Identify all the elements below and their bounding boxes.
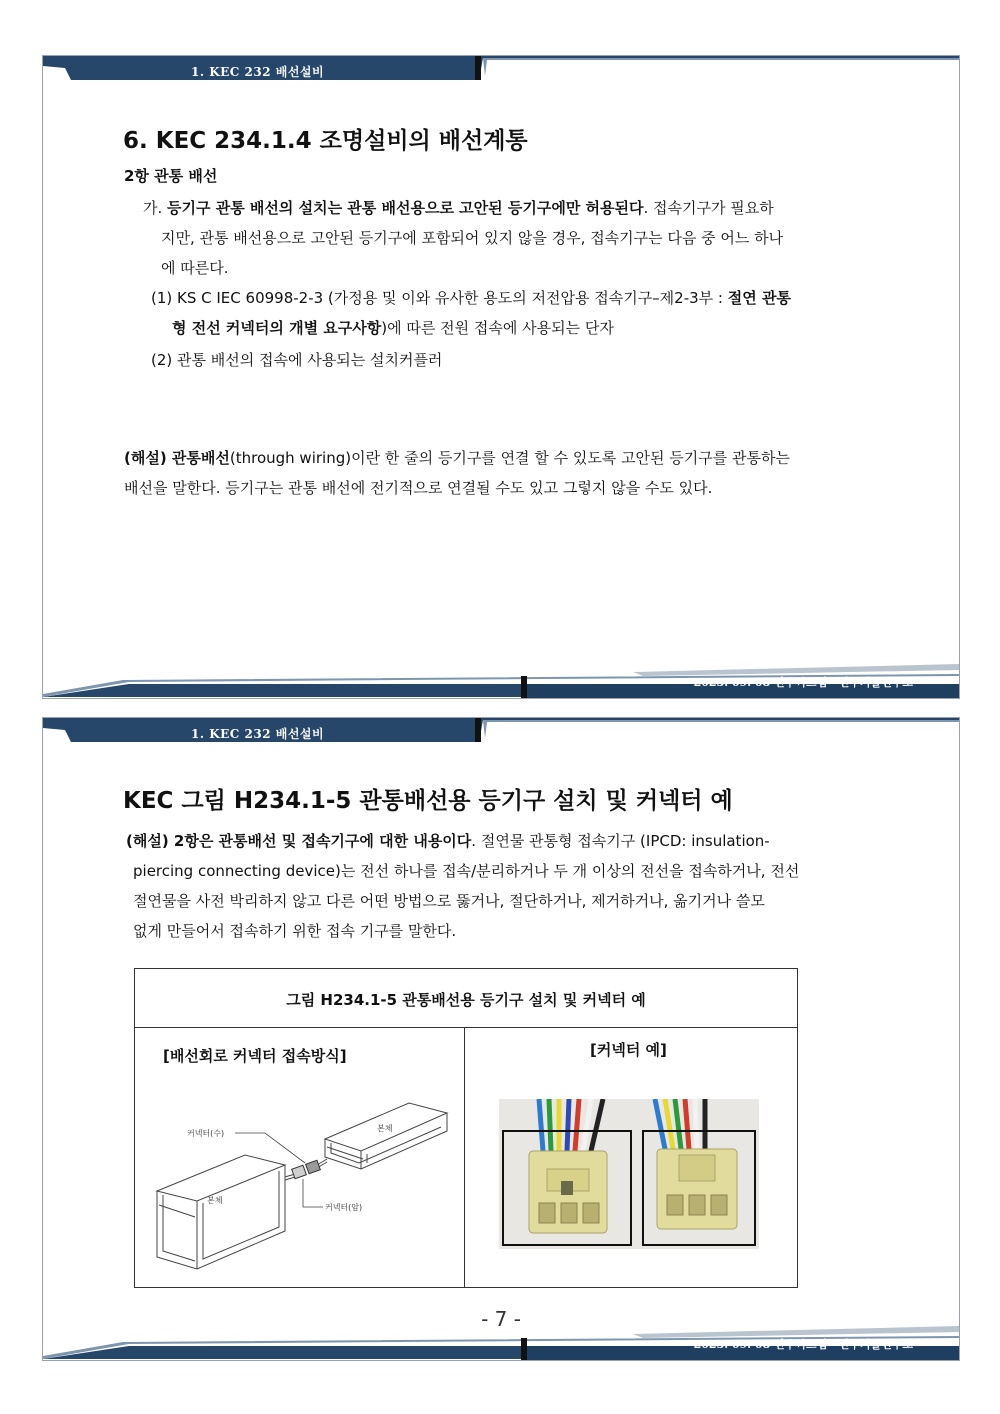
item-ga-line3: 에 따른다. — [161, 259, 229, 277]
section-heading: 2항 관통 배선 — [124, 167, 218, 185]
item-1-line2-rest: )에 따른 전원 접속에 사용되는 단자 — [381, 319, 614, 337]
item-2: (2) 관통 배선의 접속에 사용되는 설치커플러 — [151, 351, 443, 369]
note-rest: (through wiring)이란 한 줄의 등기구를 연결 할 수 있도록 고안된 등기구를 관통하는 — [229, 449, 790, 467]
right-caption: [커넥터 예] — [590, 1041, 667, 1059]
header-label: 1. KEC 232 배선설비 — [191, 727, 325, 741]
item-1-bold: 절연 관통 — [727, 289, 791, 307]
slide-2 — [42, 717, 960, 1361]
page-title: 6. KEC 234.1.4 조명설비의 배선계통 — [123, 128, 528, 154]
figure-box — [134, 968, 798, 1288]
page-number: - 7 - — [481, 1307, 521, 1331]
label-body-top: 본체 — [377, 1124, 393, 1133]
label-body-bottom: 본체 — [207, 1196, 223, 1205]
item-1-line1 — [151, 283, 791, 313]
note-rest: . 절연물 관통형 접속기구 (IPCD: insulation- — [471, 832, 770, 850]
header-label: 1. KEC 232 배선설비 — [191, 65, 325, 79]
footer-label: 2023. 09. 08 진우씨스템 · 진우기술연구소 — [693, 1338, 913, 1351]
note-bold: (해설) 2항은 관통배선 및 접속기구에 대한 내용이다 — [126, 832, 472, 850]
item-1-text: (1) KS C IEC 60998-2-3 (가정용 및 이와 유사한 용도의 저전압용 접속기구–제2-3부 : — [151, 289, 728, 307]
connector-diagram — [155, 1079, 455, 1279]
label-female: 커넥터(암) — [325, 1203, 363, 1212]
item-1-line2 — [172, 313, 614, 343]
note-line3: 절연물을 사전 박리하지 않고 다른 어떤 방법으로 뚫거나, 절단하거나, 제거하거나, 옮기거나 쓸모 — [133, 892, 765, 910]
label-male: 커넥터(수) — [187, 1129, 225, 1138]
figure-divider — [464, 1027, 465, 1287]
figure-title: 그림 H234.1-5 관통배선용 등기구 설치 및 커넥터 예 — [135, 969, 797, 1028]
slide-1 — [42, 55, 960, 699]
item-ga-bold: 등기구 관통 배선의 설치는 관통 배선용으로 고안된 등기구에만 허용된다 — [167, 199, 644, 217]
note-line1 — [126, 826, 770, 856]
note-bold: (해설) 관통배선 — [124, 449, 230, 467]
connector-photo — [499, 1099, 759, 1249]
header-band — [43, 56, 959, 80]
note-line1 — [124, 443, 790, 473]
item-ga-line1 — [143, 193, 774, 223]
item-ga-rest: . 접속기구가 필요하 — [643, 199, 774, 217]
item-ga-line2: 지만, 관통 배선용으로 고안된 등기구에 포함되어 있지 않을 경우, 접속기구는 다음 중 어느 하나 — [161, 229, 784, 247]
page-title: KEC 그림 H234.1-5 관통배선용 등기구 설치 및 커넥터 예 — [123, 788, 733, 814]
header-band — [43, 718, 959, 742]
footer-label: 2023. 09. 08 진우씨스템 · 진우기술연구소 — [693, 676, 913, 689]
note-line2: piercing connecting device)는 전선 하나를 접속/분리하거나 두 개 이상의 전선을 접속하거나, 전선 — [133, 862, 800, 880]
item-1-line2-bold: 형 전선 커넥터의 개별 요구사항 — [172, 319, 382, 337]
item-ga-prefix: 가. — [143, 199, 168, 217]
note-line2: 배선을 말한다. 등기구는 관통 배선에 전기적으로 연결될 수도 있고 그렇지 않을 수도 있다. — [124, 479, 713, 497]
note-line4: 없게 만들어서 접속하기 위한 접속 기구를 말한다. — [133, 922, 457, 940]
left-caption: [배선회로 커넥터 접속방식] — [163, 1047, 347, 1065]
